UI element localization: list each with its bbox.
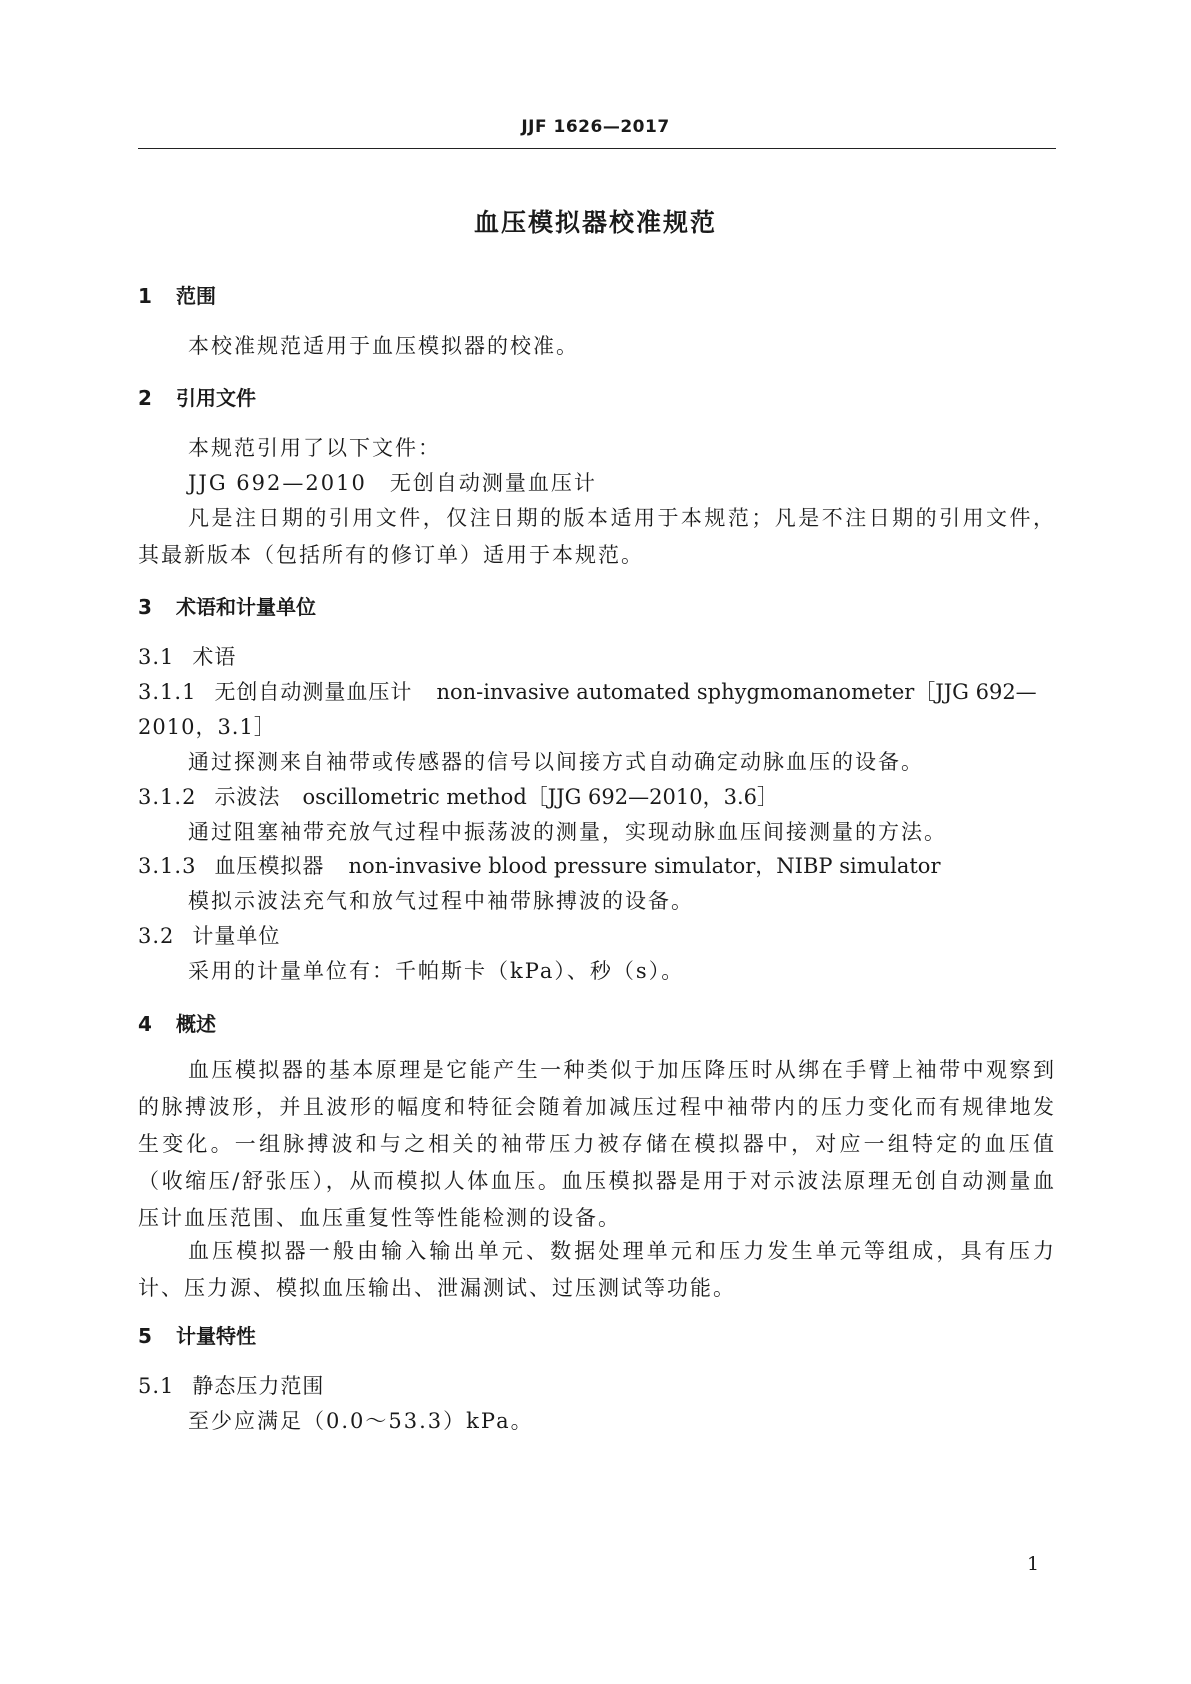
section-4-paragraph-1: 血压模拟器的基本原理是它能产生一种类似于加压降压时从绑在手臂上袖带中观察到的脉搏波形，并且波形的幅度和特征会随着加减压过程中袖带内的压力变化而有规律地发生变化。一组脉搏波和与之相关的袖带压力被存储在模拟器中，对应一组特定的血压值（收缩压/舒张压），从而模拟人体血压。血压模拟器是用于对示波法原理无创自动测量血压计血压范围、血压重复性等性能检测的设备。	[138, 1058, 1056, 1230]
section-title: 计量特性	[176, 1324, 256, 1348]
section-3-heading	[138, 591, 316, 620]
section-number: 1	[138, 284, 152, 308]
section-number: 3	[138, 595, 152, 619]
subsection-number: 3.2	[138, 924, 175, 948]
subsection-title: 术语	[192, 645, 237, 669]
section-2-heading	[138, 382, 256, 411]
standard-code: JJF 1626—2017	[521, 117, 670, 137]
term-english: non-invasive automated sphygmomanometer［JJG 692—	[436, 680, 1037, 704]
subsection-title: 计量单位	[192, 924, 281, 948]
section-1-paragraph: 本校准规范适用于血压模拟器的校准。	[188, 334, 579, 358]
subsection-5-1-heading	[138, 1370, 324, 1400]
term-chinese: 示波法	[214, 785, 281, 809]
term-3-1-1-definition: 通过探测来自袖带或传感器的信号以间接方式自动确定动脉血压的设备。	[188, 750, 924, 774]
term-3-1-3	[138, 850, 941, 880]
subsection-3-2-heading	[138, 920, 280, 950]
subsection-3-1-heading	[138, 641, 236, 671]
section-title: 概述	[176, 1012, 216, 1036]
section-number: 4	[138, 1012, 152, 1036]
document-title: 血压模拟器校准规范	[473, 208, 717, 237]
subsection-number: 5.1	[138, 1374, 175, 1398]
term-3-1-1-reference-cont: 2010，3.1］	[138, 715, 276, 739]
term-chinese: 血压模拟器	[214, 854, 325, 878]
term-number: 3.1.1	[138, 680, 197, 704]
section-title: 引用文件	[176, 386, 256, 410]
section-1-heading	[138, 280, 216, 309]
term-3-1-2-definition: 通过阻塞袖带充放气过程中振荡波的测量，实现动脉血压间接测量的方法。	[188, 820, 947, 844]
subsection-title: 静态压力范围	[192, 1374, 325, 1398]
section-4-heading	[138, 1008, 216, 1037]
term-3-1-1	[138, 676, 1037, 706]
term-3-1-2	[138, 781, 778, 811]
page-number: 1	[1027, 1553, 1040, 1575]
term-english: oscillometric method［JJG 692—2010，3.6］	[302, 785, 778, 809]
term-number: 3.1.3	[138, 854, 197, 878]
section-5-heading	[138, 1320, 256, 1349]
section-2-intro: 本规范引用了以下文件：	[188, 436, 441, 460]
section-2-paragraph: 凡是注日期的引用文件，仅注日期的版本适用于本规范；凡是不注日期的引用文件，其最新版本（包括所有的修订单）适用于本规范。	[138, 506, 1056, 567]
term-number: 3.1.2	[138, 785, 197, 809]
section-title: 术语和计量单位	[176, 595, 316, 619]
term-english: non-invasive blood pressure simulator，NIBP simulator	[348, 854, 941, 878]
header-rule	[138, 148, 1056, 149]
term-chinese: 无创自动测量血压计	[214, 680, 413, 704]
section-title: 范围	[176, 284, 216, 308]
subsection-number: 3.1	[138, 645, 175, 669]
normative-reference: JJG 692—2010 无创自动测量血压计	[188, 471, 597, 495]
subsection-3-2-paragraph: 采用的计量单位有：千帕斯卡（kPa）、秒（s）。	[188, 959, 685, 983]
section-number: 2	[138, 386, 152, 410]
term-3-1-3-definition: 模拟示波法充气和放气过程中袖带脉搏波的设备。	[188, 889, 694, 913]
section-4-paragraph-2: 血压模拟器一般由输入输出单元、数据处理单元和压力发生单元等组成，具有压力计、压力源、模拟血压输出、泄漏测试、过压测试等功能。	[138, 1239, 1056, 1300]
subsection-5-1-paragraph: 至少应满足（0.0～53.3）kPa。	[188, 1409, 534, 1433]
section-number: 5	[138, 1324, 152, 1348]
